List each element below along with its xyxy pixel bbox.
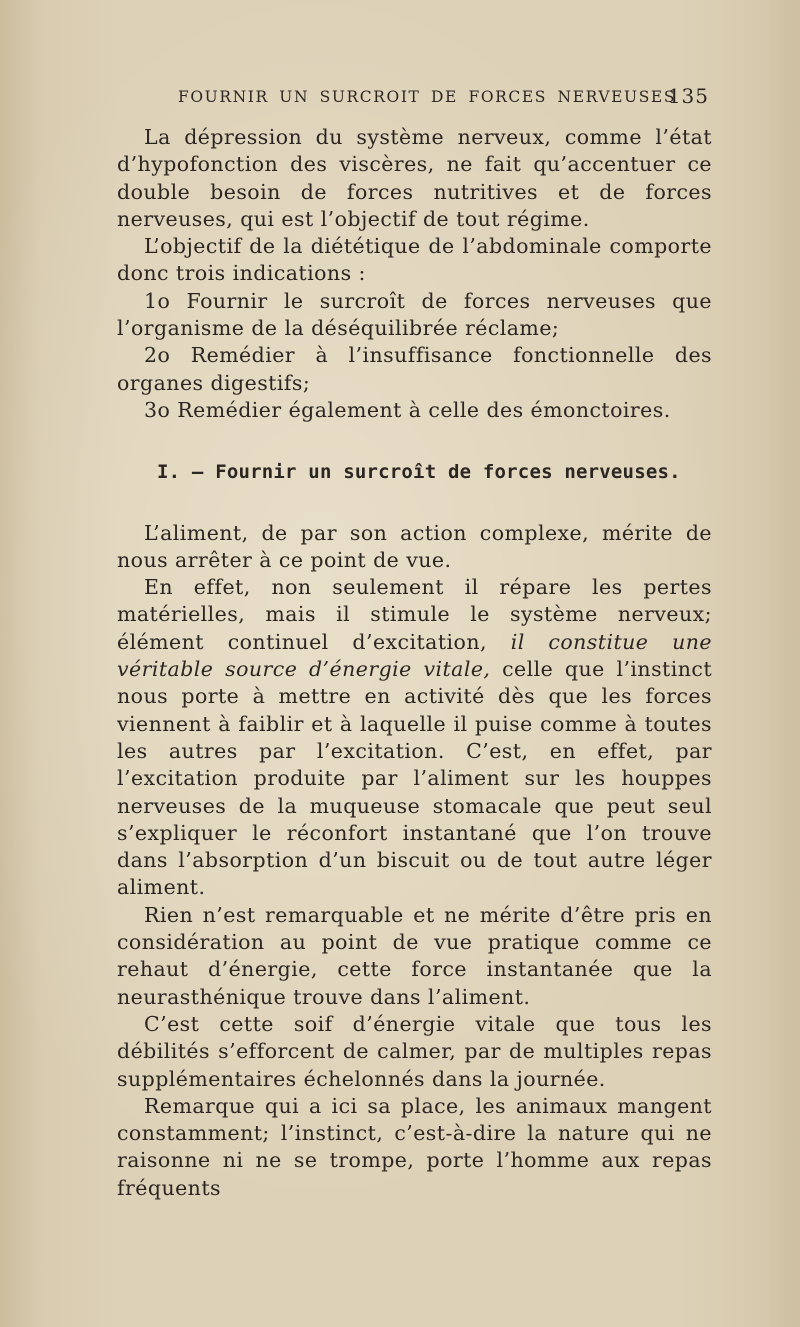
page-number: 135 — [667, 84, 709, 108]
paragraph-4 — [117, 574, 712, 902]
paragraph-3: L’aliment, de par son action complexe, mérite de nous arrêter à ce point de vue. — [117, 520, 712, 572]
paragraph-7: Remarque qui a ici sa place, les animaux mangent constamment; l’instinct, c’est-à-dire la nature qui ne raisonne ni ne se trompe, porte l’homme aux repas fréquents — [117, 1093, 712, 1200]
paragraph-4-italic: il constitue une véritable source d’énergie vitale, — [117, 629, 713, 682]
running-header — [178, 84, 711, 108]
indications-list — [117, 288, 712, 424]
running-title: FOURNIR UN SURCROIT DE FORCES NERVEUSES — [178, 88, 677, 106]
list-item: 1o Fournir le surcroît de forces nerveuses que l’organisme de la déséquilibrée réclame; — [117, 288, 712, 341]
paragraph-5: Rien n’est remarquable et ne mérite d’être pris en considération au point de vue pratique comme ce rehaut d’énergie, cette force instantanée que la neurasthénique trouve dans l’aliment. — [117, 902, 712, 1009]
list-item: 3o Remédier également à celle des émonctoires. — [144, 397, 671, 422]
paragraph-1: La dépression du système nerveux, comme l’état d’hypofonction des viscères, ne fait qu’accentuer ce double besoin de forces nutritives et de forces nerveuses, qui est l’objectif de tout régime. — [117, 125, 712, 231]
paragraph-2: L’objectif de la diététique de l’abdominale comporte donc trois indications : — [117, 234, 712, 286]
paragraph-4-end: celle que l’instinct nous porte à mettre en activité dès que les forces viennent à faiblir et à laquelle il puise comme à toutes les autres par l’excitation. C’est, en effet, par l’excitation produite par l’aliment sur les houppes nerveuses de la muqueuse stomacale que peut seul s’expliquer le réconfort instantané que l’on trouve dans l’absorption d’un biscuit ou de tout autre léger aliment. — [117, 657, 713, 900]
list-item: 2o Remédier à l’insuffisance fonctionnelle des organes digestifs; — [117, 343, 712, 395]
section-heading: I. — Fournir un surcroît de forces nerveuses. — [157, 461, 681, 484]
paragraph-4-start: En effet, non seulement il répare les pertes matérielles, mais il stimule le système nerveux; élément continuel d’excitation, — [117, 575, 712, 654]
page-body — [117, 124, 712, 1202]
paragraph-6: C’est cette soif d’énergie vitale que tous les débilités s’efforcent de calmer, par de multiples repas supplémentaires échelonnés dans la journée. — [117, 1011, 712, 1091]
